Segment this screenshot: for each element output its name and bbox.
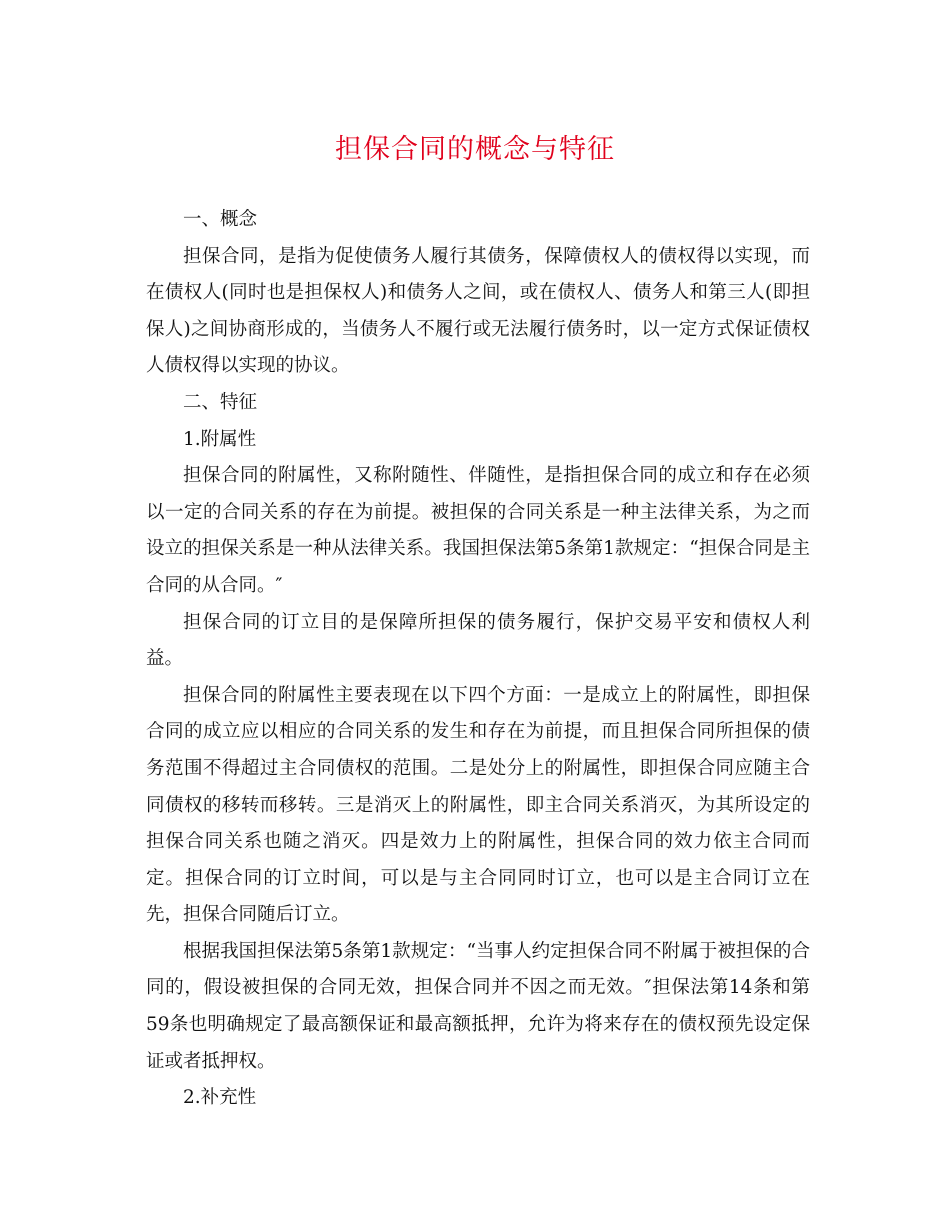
heading-concept: 一、概念 [183,209,258,230]
paragraph-legal-basis: 根据我国担保法第5条第1款规定：“当事人约定担保合同不附属于被担保的合同的，假设被担保的合同无效，担保合同并不因之而无效。″担保法第14条和第59条也明确规定了最高额保证和最高额抵押，允许为将来存在的债权预先设定保证或者抵押权。 [146,940,810,1072]
subheading-supplementary: 2.补充性 [183,1087,257,1109]
paragraph-accessory-definition: 担保合同的附属性，又称附随性、伴随性，是指担保合同的成立和存在必须以一定的合同关系的存在为前提。被担保的合同关系是一种主法律关系，为之而设立的担保关系是一种从法律关系。我国担保法第5条第1款规定：“担保合同是主合同的从合同。″ [146,465,810,596]
subheading-accessory: 1.附属性 [183,428,257,450]
document-title: 担保合同的概念与特征 [335,134,615,165]
paragraph-purpose: 担保合同的订立目的是保障所担保的债务履行，保护交易平安和债权人利益。 [146,611,810,670]
document-body [146,202,810,1117]
paragraph-definition: 担保合同，是指为促使债务人履行其债务，保障债权人的债权得以实现，而在债权人(同时也是担保权人)和债务人之间，或在债权人、债务人和第三人(即担保人)之间协商形成的，当债务人不履行或无法履行债务时，以一定方式保证债权人债权得以实现的协议。 [146,245,810,377]
heading-features: 二、特征 [183,391,258,413]
paragraph-four-aspects: 担保合同的附属性主要表现在以下四个方面：一是成立上的附属性，即担保合同的成立应以相应的合同关系的发生和存在为前提，而且担保合同所担保的债务范围不得超过主合同债权的范围。二是处分上的附属性，即担保合同应随主合同债权的移转而移转。三是消灭上的附属性，即主合同关系消灭，为其所设定的担保合同关系也随之消灭。四是效力上的附属性，担保合同的效力依主合同而定。担保合同的订立时间，可以是与主合同同时订立，也可以是主合同订立在先，担保合同随后订立。 [146,684,810,926]
